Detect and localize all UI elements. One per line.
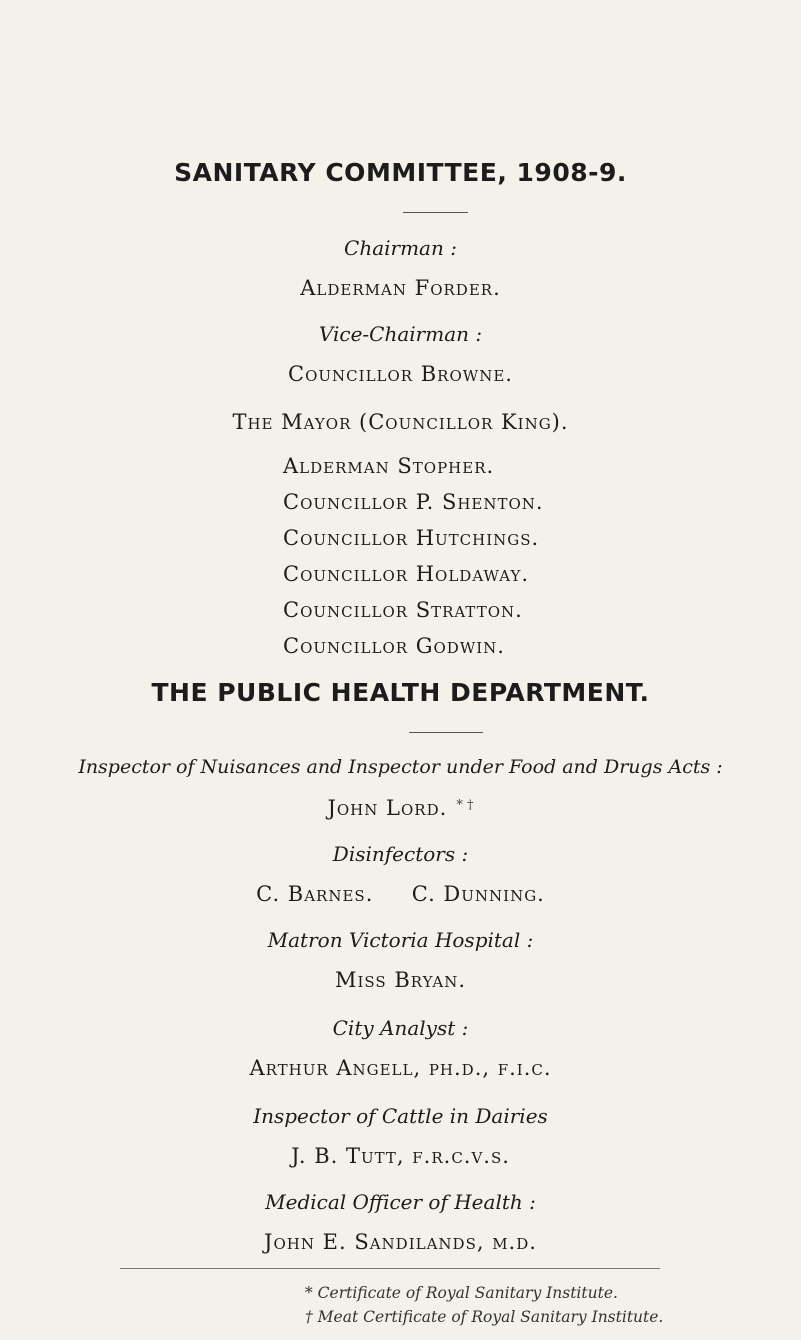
medical-officer-label: Medical Officer of Health : [265, 1190, 536, 1214]
member-entry: Councillor P. Shenton. [283, 490, 544, 514]
member-entry: Councillor Holdaway. [283, 562, 530, 586]
member-entry: Alderman Stopher. [283, 454, 495, 478]
member-entry: Councillor Godwin. [283, 634, 505, 658]
member-entry: Councillor Hutchings. [283, 526, 540, 550]
chairman-label: Chairman : [344, 236, 457, 260]
inspector-name: John Lord. [327, 796, 448, 820]
footnote: † Meat Certificate of Royal Sanitary Institute. [305, 1308, 664, 1326]
inspector-certificate-marks: * † [456, 798, 474, 813]
chairman-name: Alderman Forder. [300, 276, 501, 300]
vice-chairman-name: Councillor Browne. [288, 362, 513, 386]
footnote: * Certificate of Royal Sanitary Institute. [305, 1284, 618, 1302]
divider [403, 212, 468, 213]
divider [409, 732, 483, 733]
footnote-divider [120, 1268, 660, 1269]
analyst-label: City Analyst : [332, 1016, 469, 1040]
mayor-entry: The Mayor (Councillor King). [232, 410, 569, 434]
matron-label: Matron Victoria Hospital : [267, 928, 534, 952]
cattle-inspector-name: J. B. Tutt, f.r.c.v.s. [291, 1144, 510, 1168]
analyst-name: Arthur Angell, ph.d., f.i.c. [249, 1056, 552, 1080]
disinfectors-label: Disinfectors : [332, 842, 469, 866]
member-entry: Councillor Stratton. [283, 598, 523, 622]
inspector-entry [0, 796, 801, 820]
disinfectors-names: C. Barnes. C. Dunning. [256, 882, 545, 906]
committee-title: SANITARY COMMITTEE, 1908-9. [174, 158, 627, 187]
cattle-inspector-label: Inspector of Cattle in Dairies [253, 1104, 548, 1128]
medical-officer-name: John E. Sandilands, m.d. [264, 1230, 537, 1254]
department-title: THE PUBLIC HEALTH DEPARTMENT. [151, 678, 650, 707]
inspector-label: Inspector of Nuisances and Inspector under Food and Drugs Acts : [78, 756, 723, 778]
matron-name: Miss Bryan. [334, 968, 467, 992]
vice-chairman-label: Vice-Chairman : [318, 322, 483, 346]
